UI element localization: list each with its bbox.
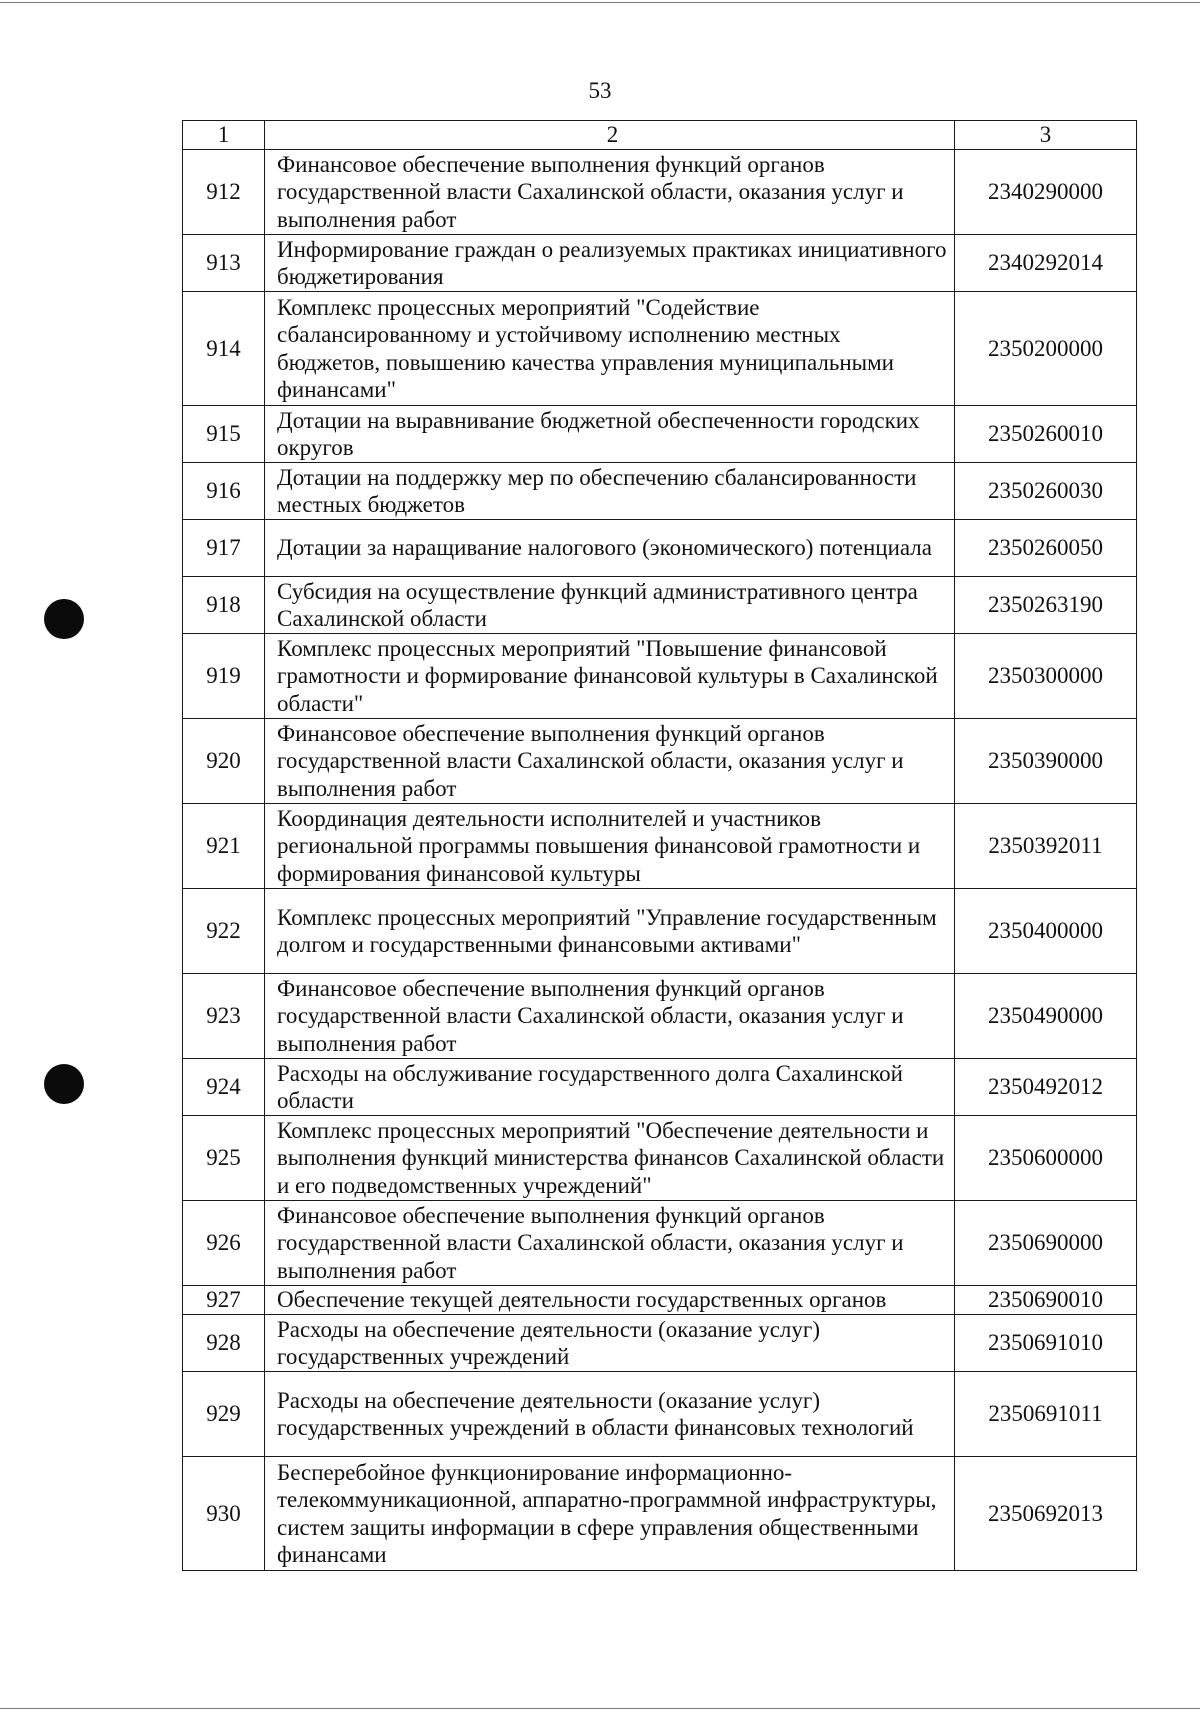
row-code: 2350392011 xyxy=(955,804,1137,889)
row-number: 929 xyxy=(183,1372,265,1457)
row-code: 2350300000 xyxy=(955,634,1137,719)
row-code: 2350690010 xyxy=(955,1286,1137,1315)
row-description: Финансовое обеспечение выполнения функций органов государственной власти Сахалинской области, оказания услуг и выполнения работ xyxy=(265,150,955,235)
table-row xyxy=(183,463,1137,520)
row-code: 2350260010 xyxy=(955,406,1137,463)
table-row xyxy=(183,1116,1137,1201)
row-number: 915 xyxy=(183,406,265,463)
budget-code-table xyxy=(182,120,1137,1571)
row-description: Финансовое обеспечение выполнения функций органов государственной власти Сахалинской области, оказания услуг и выполнения работ xyxy=(265,719,955,804)
row-description: Расходы на обеспечение деятельности (оказание услуг) государственных учреждений xyxy=(265,1315,955,1372)
table-header-row xyxy=(183,121,1137,150)
row-number: 926 xyxy=(183,1201,265,1286)
row-number: 913 xyxy=(183,235,265,292)
table-row xyxy=(183,1315,1137,1372)
row-number: 916 xyxy=(183,463,265,520)
row-number: 930 xyxy=(183,1457,265,1571)
table-row xyxy=(183,1201,1137,1286)
row-description: Дотации на выравнивание бюджетной обеспеченности городских округов xyxy=(265,406,955,463)
row-number: 921 xyxy=(183,804,265,889)
table-row xyxy=(183,719,1137,804)
row-description: Комплекс процессных мероприятий "Содействие сбалансированному и устойчивому исполнению местных бюджетов, повышению качества управления муниципальными финансами" xyxy=(265,292,955,406)
row-description: Комплекс процессных мероприятий "Повышение финансовой грамотности и формирование финансовой культуры в Сахалинской области" xyxy=(265,634,955,719)
row-code: 2350260030 xyxy=(955,463,1137,520)
row-description: Бесперебойное функционирование информационно-телекоммуникационной, аппаратно-программной инфраструктуры, систем защиты информации в сфере управления общественными финансами xyxy=(265,1457,955,1571)
table-row xyxy=(183,292,1137,406)
scan-edge-bottom xyxy=(0,1708,1200,1709)
table-row xyxy=(183,520,1137,577)
table-row xyxy=(183,1372,1137,1457)
table-row xyxy=(183,889,1137,974)
row-number: 924 xyxy=(183,1059,265,1116)
row-code: 2350400000 xyxy=(955,889,1137,974)
row-number: 912 xyxy=(183,150,265,235)
row-code: 2350263190 xyxy=(955,577,1137,634)
row-description: Финансовое обеспечение выполнения функций органов государственной власти Сахалинской области, оказания услуг и выполнения работ xyxy=(265,974,955,1059)
row-description: Расходы на обслуживание государственного долга Сахалинской области xyxy=(265,1059,955,1116)
scan-edge-top xyxy=(0,2,1200,3)
row-code: 2350492012 xyxy=(955,1059,1137,1116)
row-description: Информирование граждан о реализуемых практиках инициативного бюджетирования xyxy=(265,235,955,292)
page-number: 53 xyxy=(588,78,612,103)
row-description: Дотации на поддержку мер по обеспечению сбалансированности местных бюджетов xyxy=(265,463,955,520)
row-description: Расходы на обеспечение деятельности (оказание услуг) государственных учреждений в области финансовых технологий xyxy=(265,1372,955,1457)
row-code: 2340290000 xyxy=(955,150,1137,235)
row-code: 2350260050 xyxy=(955,520,1137,577)
row-number: 914 xyxy=(183,292,265,406)
row-number: 922 xyxy=(183,889,265,974)
header-cell: 2 xyxy=(265,121,955,150)
table-row xyxy=(183,1059,1137,1116)
row-code: 2350490000 xyxy=(955,974,1137,1059)
table-row xyxy=(183,1286,1137,1315)
punch-hole xyxy=(44,1064,84,1104)
table-row xyxy=(183,974,1137,1059)
row-description: Координация деятельности исполнителей и участников региональной программы повышения финансовой грамотности и формирования финансовой культуры xyxy=(265,804,955,889)
table-body xyxy=(183,121,1137,1571)
header-cell: 1 xyxy=(183,121,265,150)
row-code: 2340292014 xyxy=(955,235,1137,292)
row-description: Комплекс процессных мероприятий "Обеспечение деятельности и выполнения функций министерства финансов Сахалинской области и его подведомственных учреждений" xyxy=(265,1116,955,1201)
table-row xyxy=(183,235,1137,292)
table-row xyxy=(183,150,1137,235)
row-code: 2350692013 xyxy=(955,1457,1137,1571)
row-description: Субсидия на осуществление функций административного центра Сахалинской области xyxy=(265,577,955,634)
punch-hole xyxy=(44,599,84,639)
table-row xyxy=(183,634,1137,719)
row-number: 925 xyxy=(183,1116,265,1201)
row-code: 2350691010 xyxy=(955,1315,1137,1372)
row-number: 918 xyxy=(183,577,265,634)
table-row xyxy=(183,1457,1137,1571)
row-description: Дотации за наращивание налогового (экономического) потенциала xyxy=(265,520,955,577)
row-description: Обеспечение текущей деятельности государственных органов xyxy=(265,1286,955,1315)
row-description: Комплекс процессных мероприятий "Управление государственным долгом и государственными финансовыми активами" xyxy=(265,889,955,974)
row-code: 2350390000 xyxy=(955,719,1137,804)
row-number: 928 xyxy=(183,1315,265,1372)
row-code: 2350691011 xyxy=(955,1372,1137,1457)
row-description: Финансовое обеспечение выполнения функций органов государственной власти Сахалинской области, оказания услуг и выполнения работ xyxy=(265,1201,955,1286)
row-number: 919 xyxy=(183,634,265,719)
header-cell: 3 xyxy=(955,121,1137,150)
row-number: 920 xyxy=(183,719,265,804)
row-code: 2350690000 xyxy=(955,1201,1137,1286)
table-row xyxy=(183,577,1137,634)
row-code: 2350200000 xyxy=(955,292,1137,406)
row-number: 923 xyxy=(183,974,265,1059)
row-code: 2350600000 xyxy=(955,1116,1137,1201)
row-number: 917 xyxy=(183,520,265,577)
table-row xyxy=(183,406,1137,463)
row-number: 927 xyxy=(183,1286,265,1315)
table-row xyxy=(183,804,1137,889)
